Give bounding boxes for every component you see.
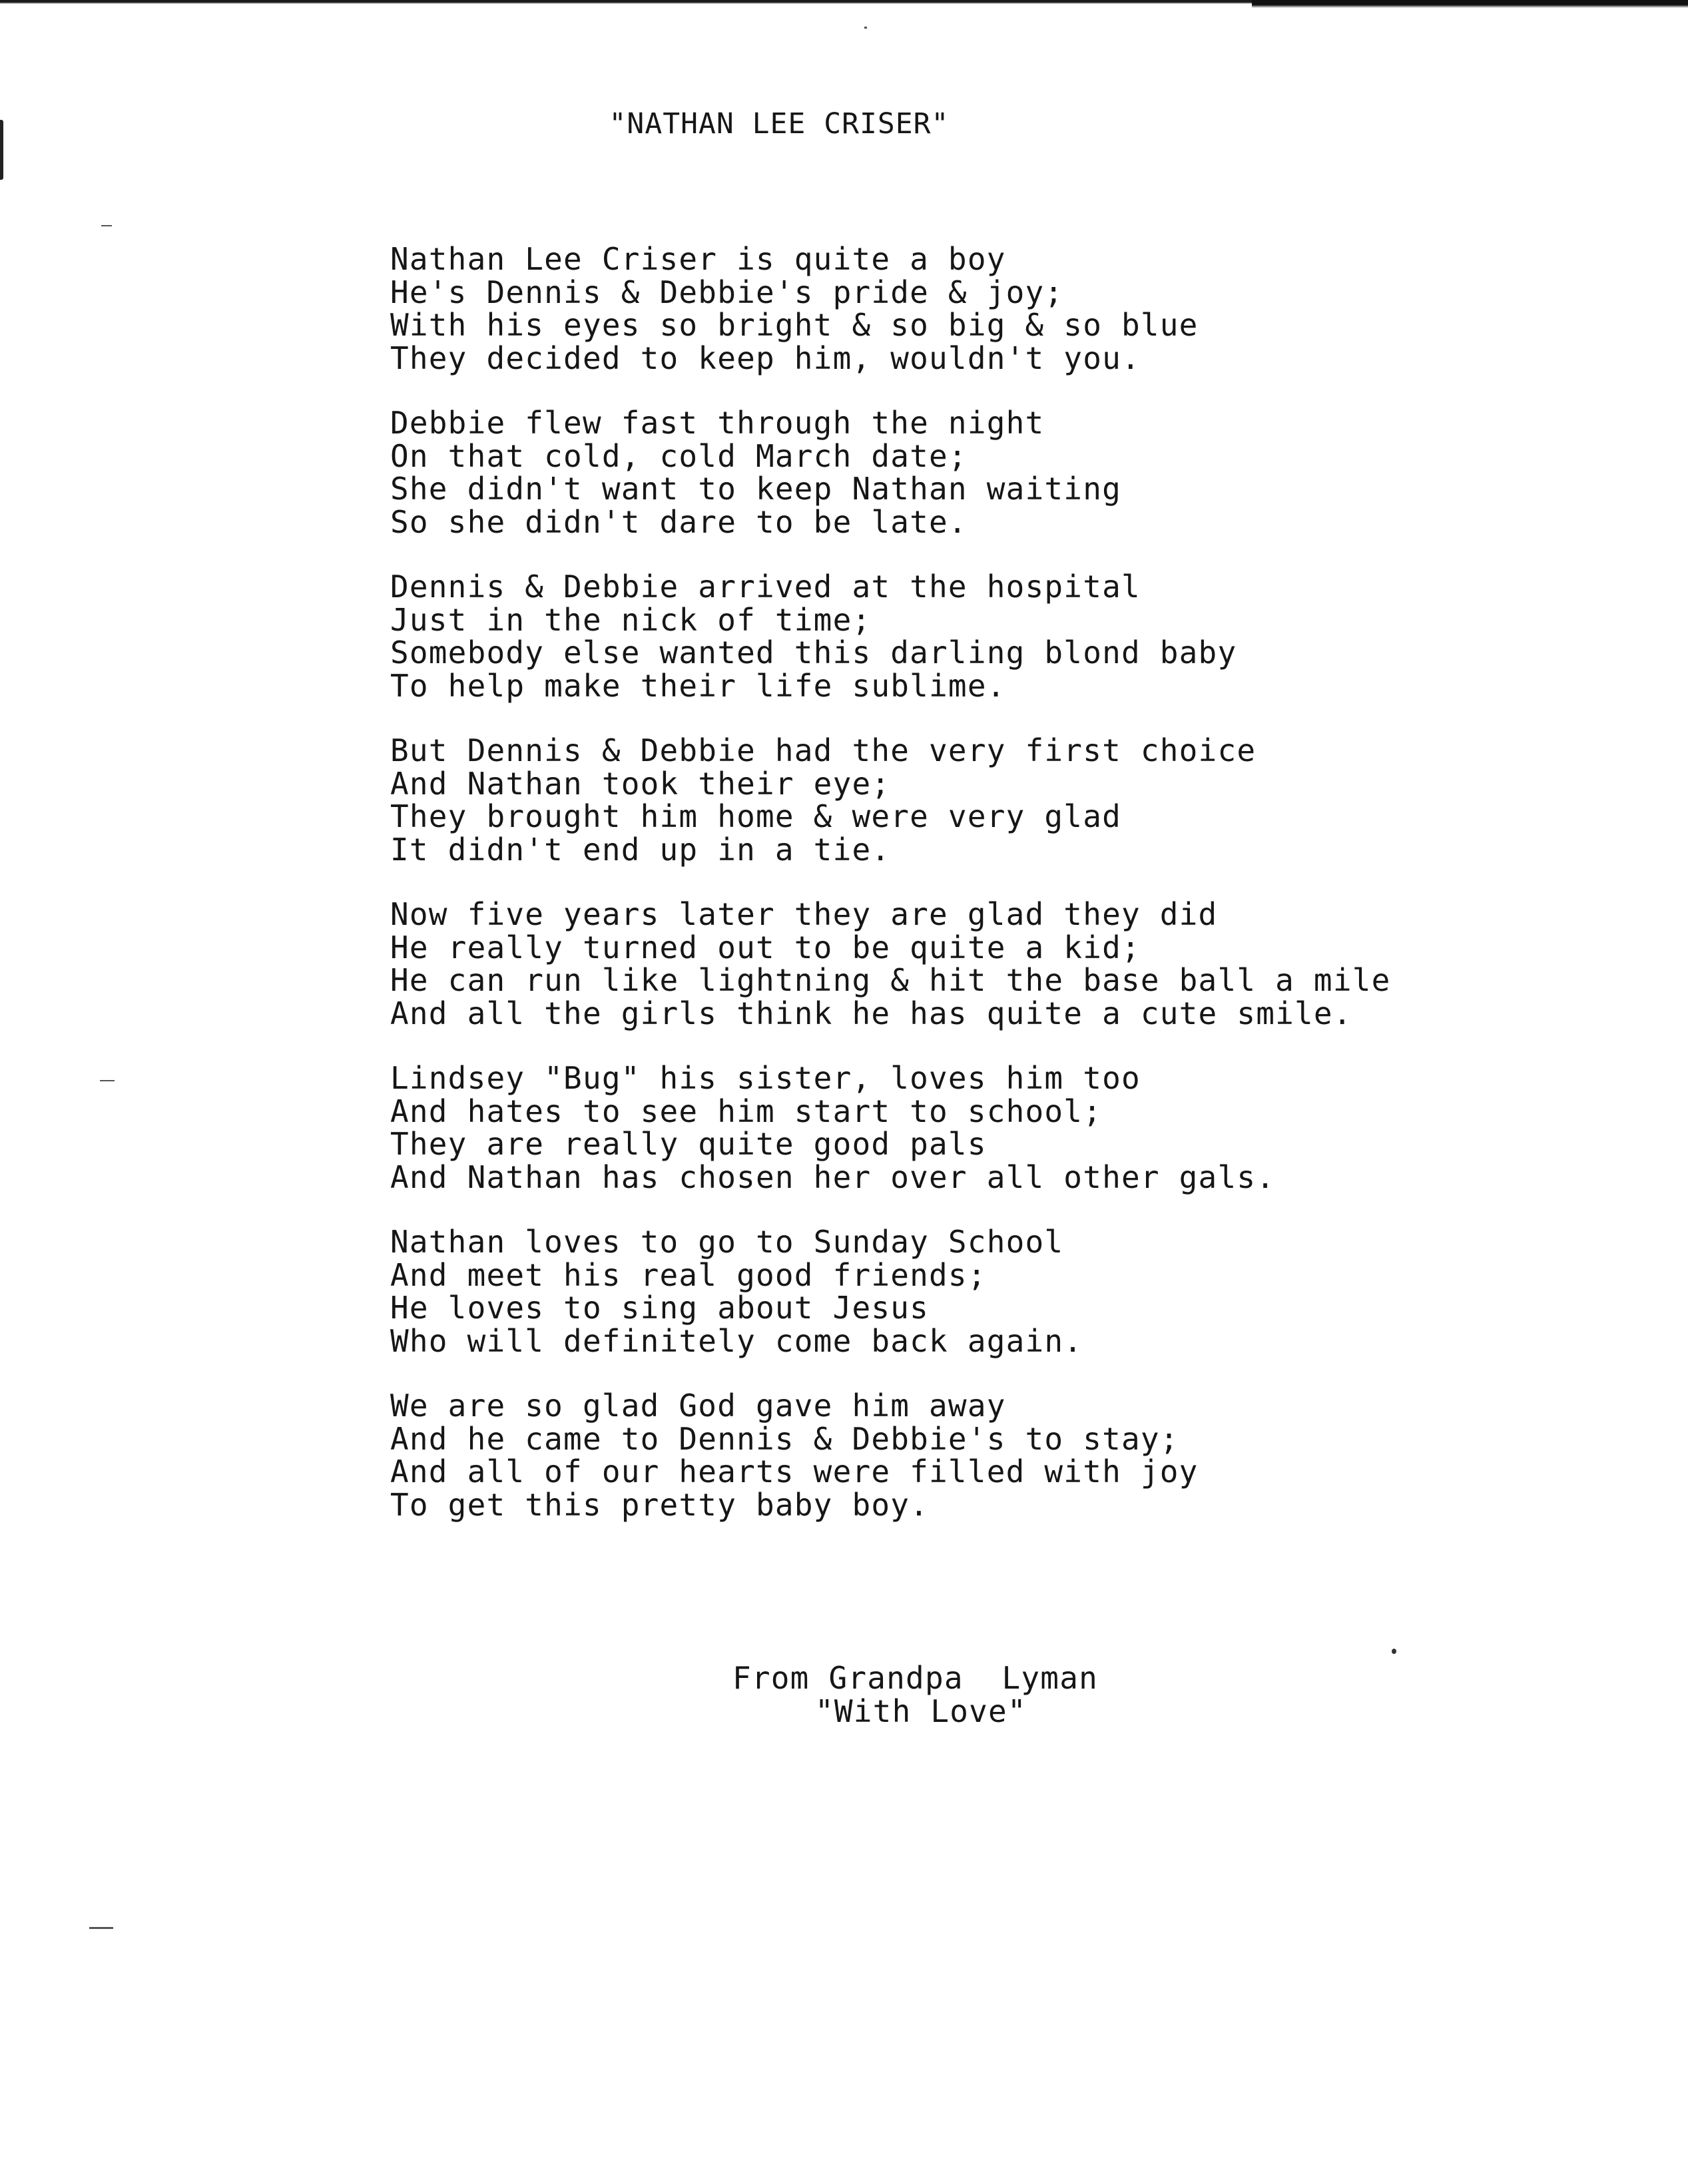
poem-line: We are so glad God gave him away xyxy=(390,1388,1006,1424)
poem-line: On that cold, cold March date; xyxy=(390,437,968,474)
stanza xyxy=(390,1062,1522,1194)
scan-speck xyxy=(864,27,867,29)
poem-line: Nathan loves to go to Sunday School xyxy=(390,1224,1064,1260)
poem-line: To get this pretty baby boy. xyxy=(390,1486,930,1523)
scan-speck xyxy=(1392,1649,1396,1654)
poem-line: And all of our hearts were filled with joy xyxy=(390,1454,1199,1490)
poem-line: He can run like lightning & hit the base ball a mile xyxy=(390,962,1391,998)
signature-block xyxy=(732,1661,1132,1728)
scan-speck xyxy=(101,225,112,226)
poem-line: They are really quite good pals xyxy=(390,1126,987,1162)
scan-border-top-right xyxy=(1252,0,1688,8)
stanza xyxy=(390,243,1522,375)
poem-line: Lindsey "Bug" his sister, loves him too xyxy=(390,1060,1141,1096)
poem-line: And Nathan took their eye; xyxy=(390,765,891,802)
stanza xyxy=(390,734,1522,866)
poem-line: Just in the nick of time; xyxy=(390,601,872,638)
poem-line: It didn't end up in a tie. xyxy=(390,831,891,868)
scan-speck xyxy=(89,1927,113,1929)
poem-line: With his eyes so bright & so big & so blue xyxy=(390,307,1199,343)
poem-line: So she didn't dare to be late. xyxy=(390,503,968,540)
stanza xyxy=(390,407,1522,539)
poem-line: Somebody else wanted this darling blond baby xyxy=(390,635,1237,671)
poem-line: Now five years later they are glad they did xyxy=(390,896,1218,932)
signature-from: From Grandpa Lyman xyxy=(732,1660,1098,1696)
poem-line: To help make their life sublime. xyxy=(390,667,1006,704)
stanza xyxy=(390,1390,1522,1521)
poem-line: And Nathan has chosen her over all other gals. xyxy=(390,1159,1276,1195)
poem-line: And he came to Dennis & Debbie's to stay; xyxy=(390,1420,1179,1457)
scan-speck xyxy=(100,1080,115,1081)
stanza xyxy=(390,898,1522,1030)
poem-line: Who will definitely come back again. xyxy=(390,1322,1083,1359)
poem-body xyxy=(390,243,1522,1553)
poem-line: And meet his real good friends; xyxy=(390,1256,987,1293)
stanza xyxy=(390,1226,1522,1358)
poem-line: They brought him home & were very glad xyxy=(390,798,1121,834)
poem-line: But Dennis & Debbie had the very first choice xyxy=(390,732,1257,768)
poem-line: She didn't want to keep Nathan waiting xyxy=(390,471,1121,507)
poem-title: "NATHAN LEE CRISER" xyxy=(609,107,950,140)
poem-line: And hates to see him start to school; xyxy=(390,1093,1103,1129)
poem-line: Dennis & Debbie arrived at the hospital xyxy=(390,569,1141,605)
signature-closing: "With Love" xyxy=(815,1693,1027,1729)
poem-line: He's Dennis & Debbie's pride & joy; xyxy=(390,274,1064,310)
poem-line: He loves to sing about Jesus xyxy=(390,1290,930,1326)
poem-line: He really turned out to be quite a kid; xyxy=(390,929,1141,965)
poem-line: And all the girls think he has quite a cute smile. xyxy=(390,995,1352,1031)
poem-line: They decided to keep him, wouldn't you. xyxy=(390,340,1141,376)
poem-line: Debbie flew fast through the night xyxy=(390,405,1045,441)
poem-line: Nathan Lee Criser is quite a boy xyxy=(390,241,1006,277)
stanza xyxy=(390,571,1522,702)
